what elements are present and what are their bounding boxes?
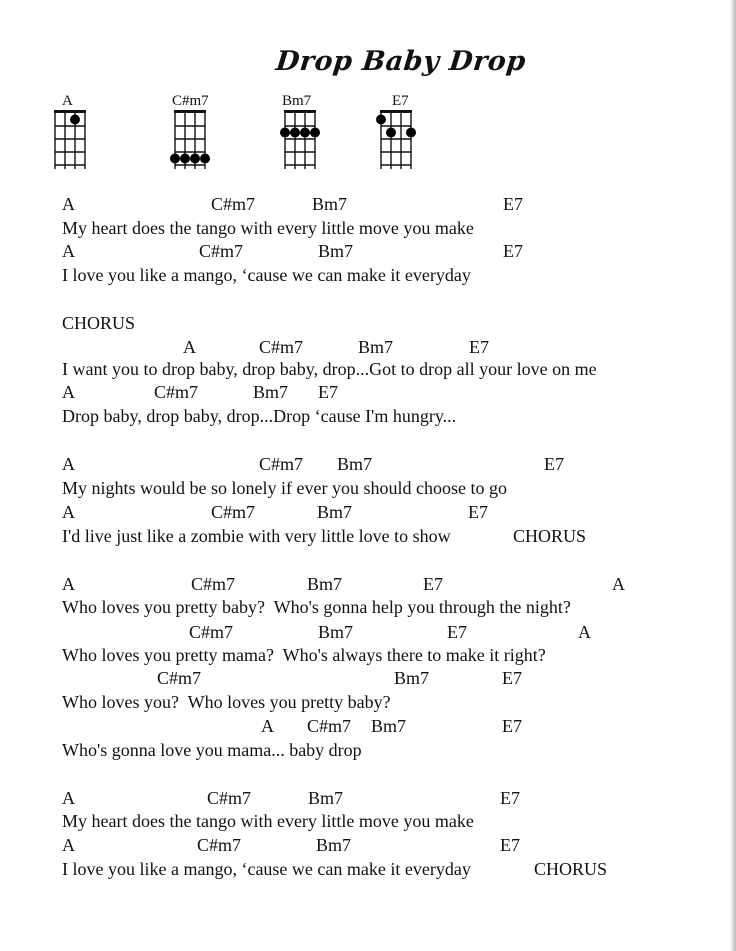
finger-dot (70, 115, 80, 125)
chord-label: C#m7 (197, 835, 242, 855)
chord-label: Bm7 (358, 337, 394, 357)
chord-label: E7 (447, 622, 467, 642)
lyric-line: I want you to drop baby, drop baby, drop...Got to drop all your love on me (62, 359, 597, 379)
chord-label: A (62, 454, 75, 474)
page-edge-shadow (730, 0, 736, 951)
chord-label: A (578, 622, 591, 642)
finger-dot (386, 128, 396, 138)
chord-label: E7 (544, 454, 564, 474)
chord-label: Bm7 (253, 382, 289, 402)
chord-label: Bm7 (394, 668, 430, 688)
lyric-line: I love you like a mango, ‘cause we can make it everyday (62, 859, 471, 879)
chord-label: Bm7 (317, 502, 353, 522)
chord-label: E7 (502, 668, 522, 688)
chord-label: E7 (503, 241, 523, 261)
chord-label: Bm7 (371, 716, 407, 736)
chord-label: A (183, 337, 196, 357)
chord-label: A (62, 382, 75, 402)
finger-dot (300, 128, 310, 138)
finger-dot (200, 154, 210, 164)
lyric-line: My heart does the tango with every little move you make (62, 218, 474, 238)
chord-label: C#m7 (191, 574, 236, 594)
lyric-line: Drop baby, drop baby, drop...Drop ‘cause I'm hungry... (62, 406, 457, 426)
chord-label: E7 (423, 574, 443, 594)
chord-label: C#m7 (207, 788, 252, 808)
chord-label: A (62, 835, 75, 855)
song-title: Drop Baby Drop (274, 46, 528, 77)
chord-label: Bm7 (312, 194, 348, 214)
chord-label: Bm7 (308, 788, 344, 808)
finger-dot (190, 154, 200, 164)
finger-dot (280, 128, 290, 138)
chord-label: E7 (500, 835, 520, 855)
chord-diagram-bm7 (282, 94, 332, 176)
chord-label: C#m7 (211, 194, 256, 214)
chord-label: C#m7 (307, 716, 352, 736)
chord-label: C#m7 (259, 454, 304, 474)
chord-label: Bm7 (337, 454, 373, 474)
finger-dot (406, 128, 416, 138)
chord-label: C#m7 (189, 622, 234, 642)
chord-diagram-name: E7 (392, 93, 409, 109)
chord-diagram-name: C#m7 (172, 93, 209, 109)
fretboard-grid (378, 110, 414, 172)
lyric-line: I love you like a mango, ‘cause we can make it everyday (62, 265, 471, 285)
chord-label: A (62, 502, 75, 522)
chord-label: E7 (318, 382, 338, 402)
chord-label: Bm7 (307, 574, 343, 594)
chord-label: E7 (468, 502, 488, 522)
chord-label: E7 (502, 716, 522, 736)
lyric-line: Who's gonna love you mama... baby drop (62, 740, 362, 760)
lyric-line: Who loves you? Who loves you pretty baby? (62, 692, 391, 712)
chord-diagram-e7 (378, 94, 428, 176)
finger-dot (290, 128, 300, 138)
chord-label: A (62, 241, 75, 261)
lyric-line: Who loves you pretty baby? Who's gonna help you through the night? (62, 597, 571, 617)
nut (380, 110, 412, 113)
chord-label: Bm7 (316, 835, 352, 855)
chord-label: E7 (469, 337, 489, 357)
lyric-line: I'd live just like a zombie with very little love to show (62, 526, 451, 546)
finger-dot (170, 154, 180, 164)
chorus-reference: CHORUS (513, 526, 587, 546)
nut (284, 110, 316, 113)
chord-label: A (62, 574, 75, 594)
fretboard-grid (52, 110, 88, 172)
chorus-reference: CHORUS (534, 859, 608, 879)
chord-label: E7 (503, 194, 523, 214)
chord-diagram-a (52, 94, 102, 176)
chord-label: C#m7 (154, 382, 199, 402)
chord-label: Bm7 (318, 241, 354, 261)
nut (174, 110, 206, 113)
chord-label: A (612, 574, 625, 594)
lyric-line: Who loves you pretty mama? Who's always there to make it right? (62, 645, 546, 665)
chord-label: A (261, 716, 274, 736)
fretboard-grid (282, 110, 318, 172)
chord-label: C#m7 (157, 668, 202, 688)
chord-diagram-name: A (62, 93, 73, 109)
chord-label: C#m7 (211, 502, 256, 522)
fretboard-grid (172, 110, 208, 172)
section-label: CHORUS (62, 313, 136, 333)
chord-label: A (62, 194, 75, 214)
chord-label: C#m7 (199, 241, 244, 261)
chord-diagram-csharpm7 (172, 94, 222, 176)
chord-label: E7 (500, 788, 520, 808)
nut (54, 110, 86, 113)
finger-dot (310, 128, 320, 138)
finger-dot (376, 115, 386, 125)
chord-label: A (62, 788, 75, 808)
chord-label: Bm7 (318, 622, 354, 642)
chord-label: C#m7 (259, 337, 304, 357)
lyric-line: My heart does the tango with every little move you make (62, 811, 474, 831)
finger-dot (180, 154, 190, 164)
lyric-line: My nights would be so lonely if ever you should choose to go (62, 478, 507, 498)
chord-diagram-name: Bm7 (282, 93, 312, 109)
